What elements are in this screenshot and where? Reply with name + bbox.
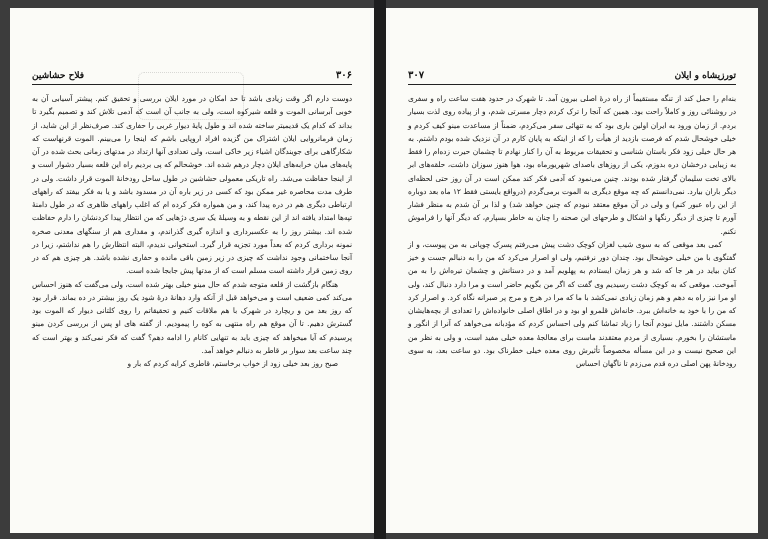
left-paragraph-3: صبح روز بعد خیلی زود از خواب برخاستم، قاطری کرایه کردم که بار و — [127, 359, 338, 368]
right-page-header — [408, 70, 736, 85]
right-page-body — [408, 92, 736, 370]
left-page-header — [32, 70, 352, 85]
right-paragraph-1: بنه‌ام را حمل کند از تنگه مستقیماً از راه درهٔ اصلی بیرون آمد. تا شهرک در حدود هفت ساعت راه و سفری در روشنائی روز و کاملاً راحت بود. همین که آنجا را ترک کردم دچار مسرتی شدم، و از پیاده روی لذت بسیار بردم. از زمان ورود به ایران اولین باری بود که به تنهائی سفر می‌کردم، ضمناً از مساعدت مینو کیف کردم و خیلی خوشحال شدم که فرصت بازدید از هیأت را که از اینکه به پایان کارم در آن نزدیک شده بودم داشتم. به هر حال خیلی زود فکر باستان شناسی و تحقیقات مربوط به آن را کنار نهادم تا چشمان حیرت زده‌ام را فقط به زیبایی درخشان دره بدوزم، یکی از روزهای باصدای شهریورماه بود، هوا هنوز سوزان داشت، حلقه‌های ابر بالای تخت سلیمان گرفتار شده بودند. چنین می‌نمود که آدمی فکر کند ممکن است در آن روز حتی لحظه‌ای دیگر باران بیارد. نمی‌دانستم که چه موقع دیگری به الموت برمی‌گردم (درواقع بایستی فقط ۱۲ ماه بعد دوباره از این راه عبور کنم) و ولی در آن موقع معتقد نبودم که چنین خواهد شد) و لذا بر آن شدم به منظر فشار آورم تا چیزی از دیگر رنگها و اشکال و طرحهای این صحنه را چنان به خاطر بسپارم، که دیگر آنها را فراموش نکنم. — [408, 94, 737, 236]
right-page — [386, 8, 758, 533]
book-gutter — [374, 0, 386, 539]
left-page — [10, 8, 374, 533]
left-page-number: ۳۰۶ — [335, 70, 352, 81]
right-page-running-title: تورزیشاه و ایلان — [674, 71, 736, 81]
left-paragraph-1: دوست دارم اگر وقت زیادی باشد تا حد امکان در مورد ایلان بررسی و تحقیق کنم. پیشتر آسیابی آن به خوبی آبرسانی الموت و قلعه شیرکوه است، ولی به جانب آن است که آدمی تلاش کند و تصمیم بگیرد تا بداند که کدام یک قدیمیتر ساخته شده اند و طول پایهٔ دیوار غربی را حفاری کند. صرف‌نظر از این شاید، از زمان فرمانروایی ایلان اشتراک من گزیده افراد اروپایی باشم که اینجا را می‌بینم. الموت قرنهاست که شکارگاهی برای جویندگان اشیاء زیر خاکی است، ولی تعدادی آنها ارتداد در مدتهای زمانی بحث شده در آن پایه‌های میان خرابه‌های ایلان دچار درهم شده اند. خوشحالم که پی بردیم راه این قلعه بسیار دشوار است و از اینجا حفاظت می‌شد. راه تاریکی معمولی حشاشین در طول ساحل رودخانهٔ الموت قرار داشت. ولی در طرف مدت محاصره غیر ممکن بود که کسی در زیر باره آن در مسدود باشد و یا به فکر بیفتد که راههای ارتباطی دیگری هم در دره پیدا کند، و من همواره فکر کرده ام که اغلب راههای ظاهری که در طول دامنهٔ تپه‌ها امتداد یافته اند از این نقطه و به وسیلهٔ یک سری دژهایی که من انتظار پیدا کردنشان را دارم حفاظت شده اند. بیشتر روز را به عکسبرداری و اندازه گیری گذراندم، و مقداری هم از سنگهای معدنی صخره نمونه برداری کردم که بعداً مورد تجزیه قرار گیرد. استخوانی ندیدم، البته انتظارش را هم نداشتم، زیرا در آنجا ساختمانی وجود نداشت که چیزی در زیر زمین باقی مانده و حفاری نشده باشد. هر چیزی هم که در روی زمین قرار داشته است مسلم است که از مدتها پیش جابجا شده است. — [32, 94, 352, 276]
left-paragraph-2: هنگام بازگشت از قلعه متوجه شدم که حال مینو خیلی بهتر شده است، ولی می‌گفت که هنوز احساس می‌کند کمی ضعیف است و می‌خواهد قبل از آنکه وارد دهانهٔ درهٔ شود یک روز بیشتر در ده بماند. قرار بود که روز بعد من و ریچارد در شهرک با هم ملاقات کنیم و تحقیقاتم را روی کلتانی دیوار که الموت بود گسترش دهیم. تا آن موقع هم راه منتهی به کوه را پیمودیم. از گفته های او پس از بررسی کردن مینو پرسیدم که آیا میخواهد که چیزی باید به تنهایی کانام را ادامه دهم؟ گفت که فکر نمی‌کند و بهتر است که چند ساعت بعد سوار بر قاطر به دنبالم خواهد آمد. — [32, 279, 352, 355]
right-page-number: ۳۰۷ — [408, 70, 425, 81]
left-page-running-title: فلاح حشاشین — [32, 71, 85, 81]
right-paragraph-2: کمی بعد موقعی که به سوی شیب لغزان کوچک دشت پیش می‌رفتم پسرک چوپانی به من پیوست، و از گفتگوی با من خیلی خوشحال بود. چندان دور نرفتیم، ولی او اصرار می‌کرد که من را به دنبالم جست و خیز کنان بیاید در هر جا که شد و هر زمان ایستادم به پهلویم آمد و در دستانش و چشمان تیره‌اش را به من آموخت. موقعی که به کوچک دشت رسیدیم وی گفت که اگر من بگویم حاضر است و مرا دارد دنبال کند، ولی او مرا نیز راه به دهم و هم زمان زیادی نمی‌کشد با ما که مرا در هرج و مرج پر صبرانه نگاه کرد. و اصرار کرد که من را با خود به خانه‌اش ببرد. خانه‌اش قلمرو او بود و در اطاق اصلی خانواده‌اش را تعدادی از بچه‌هایشان مسکن داشتند. مایل نبودم آنجا را زیاد تماشا کنم ولی احساس کردم که مؤدبانه می‌خواهد که آنرا از انگور و ماستشان را بخورم. بسیاری از مردم معتقدند ماست برای معالجهٔ معده خیلی مفید است، و ولی به نظر من این صحیح نیست و در این مسأله مخصوصاً تأثیرش روی معده خیلی خطرناک بود. دو ساعت بعد، به سوی رودخانهٔ پهن اصلی دره قدم می‌زدم تا ناگهان احساس — [408, 239, 736, 368]
left-page-body — [32, 92, 352, 370]
